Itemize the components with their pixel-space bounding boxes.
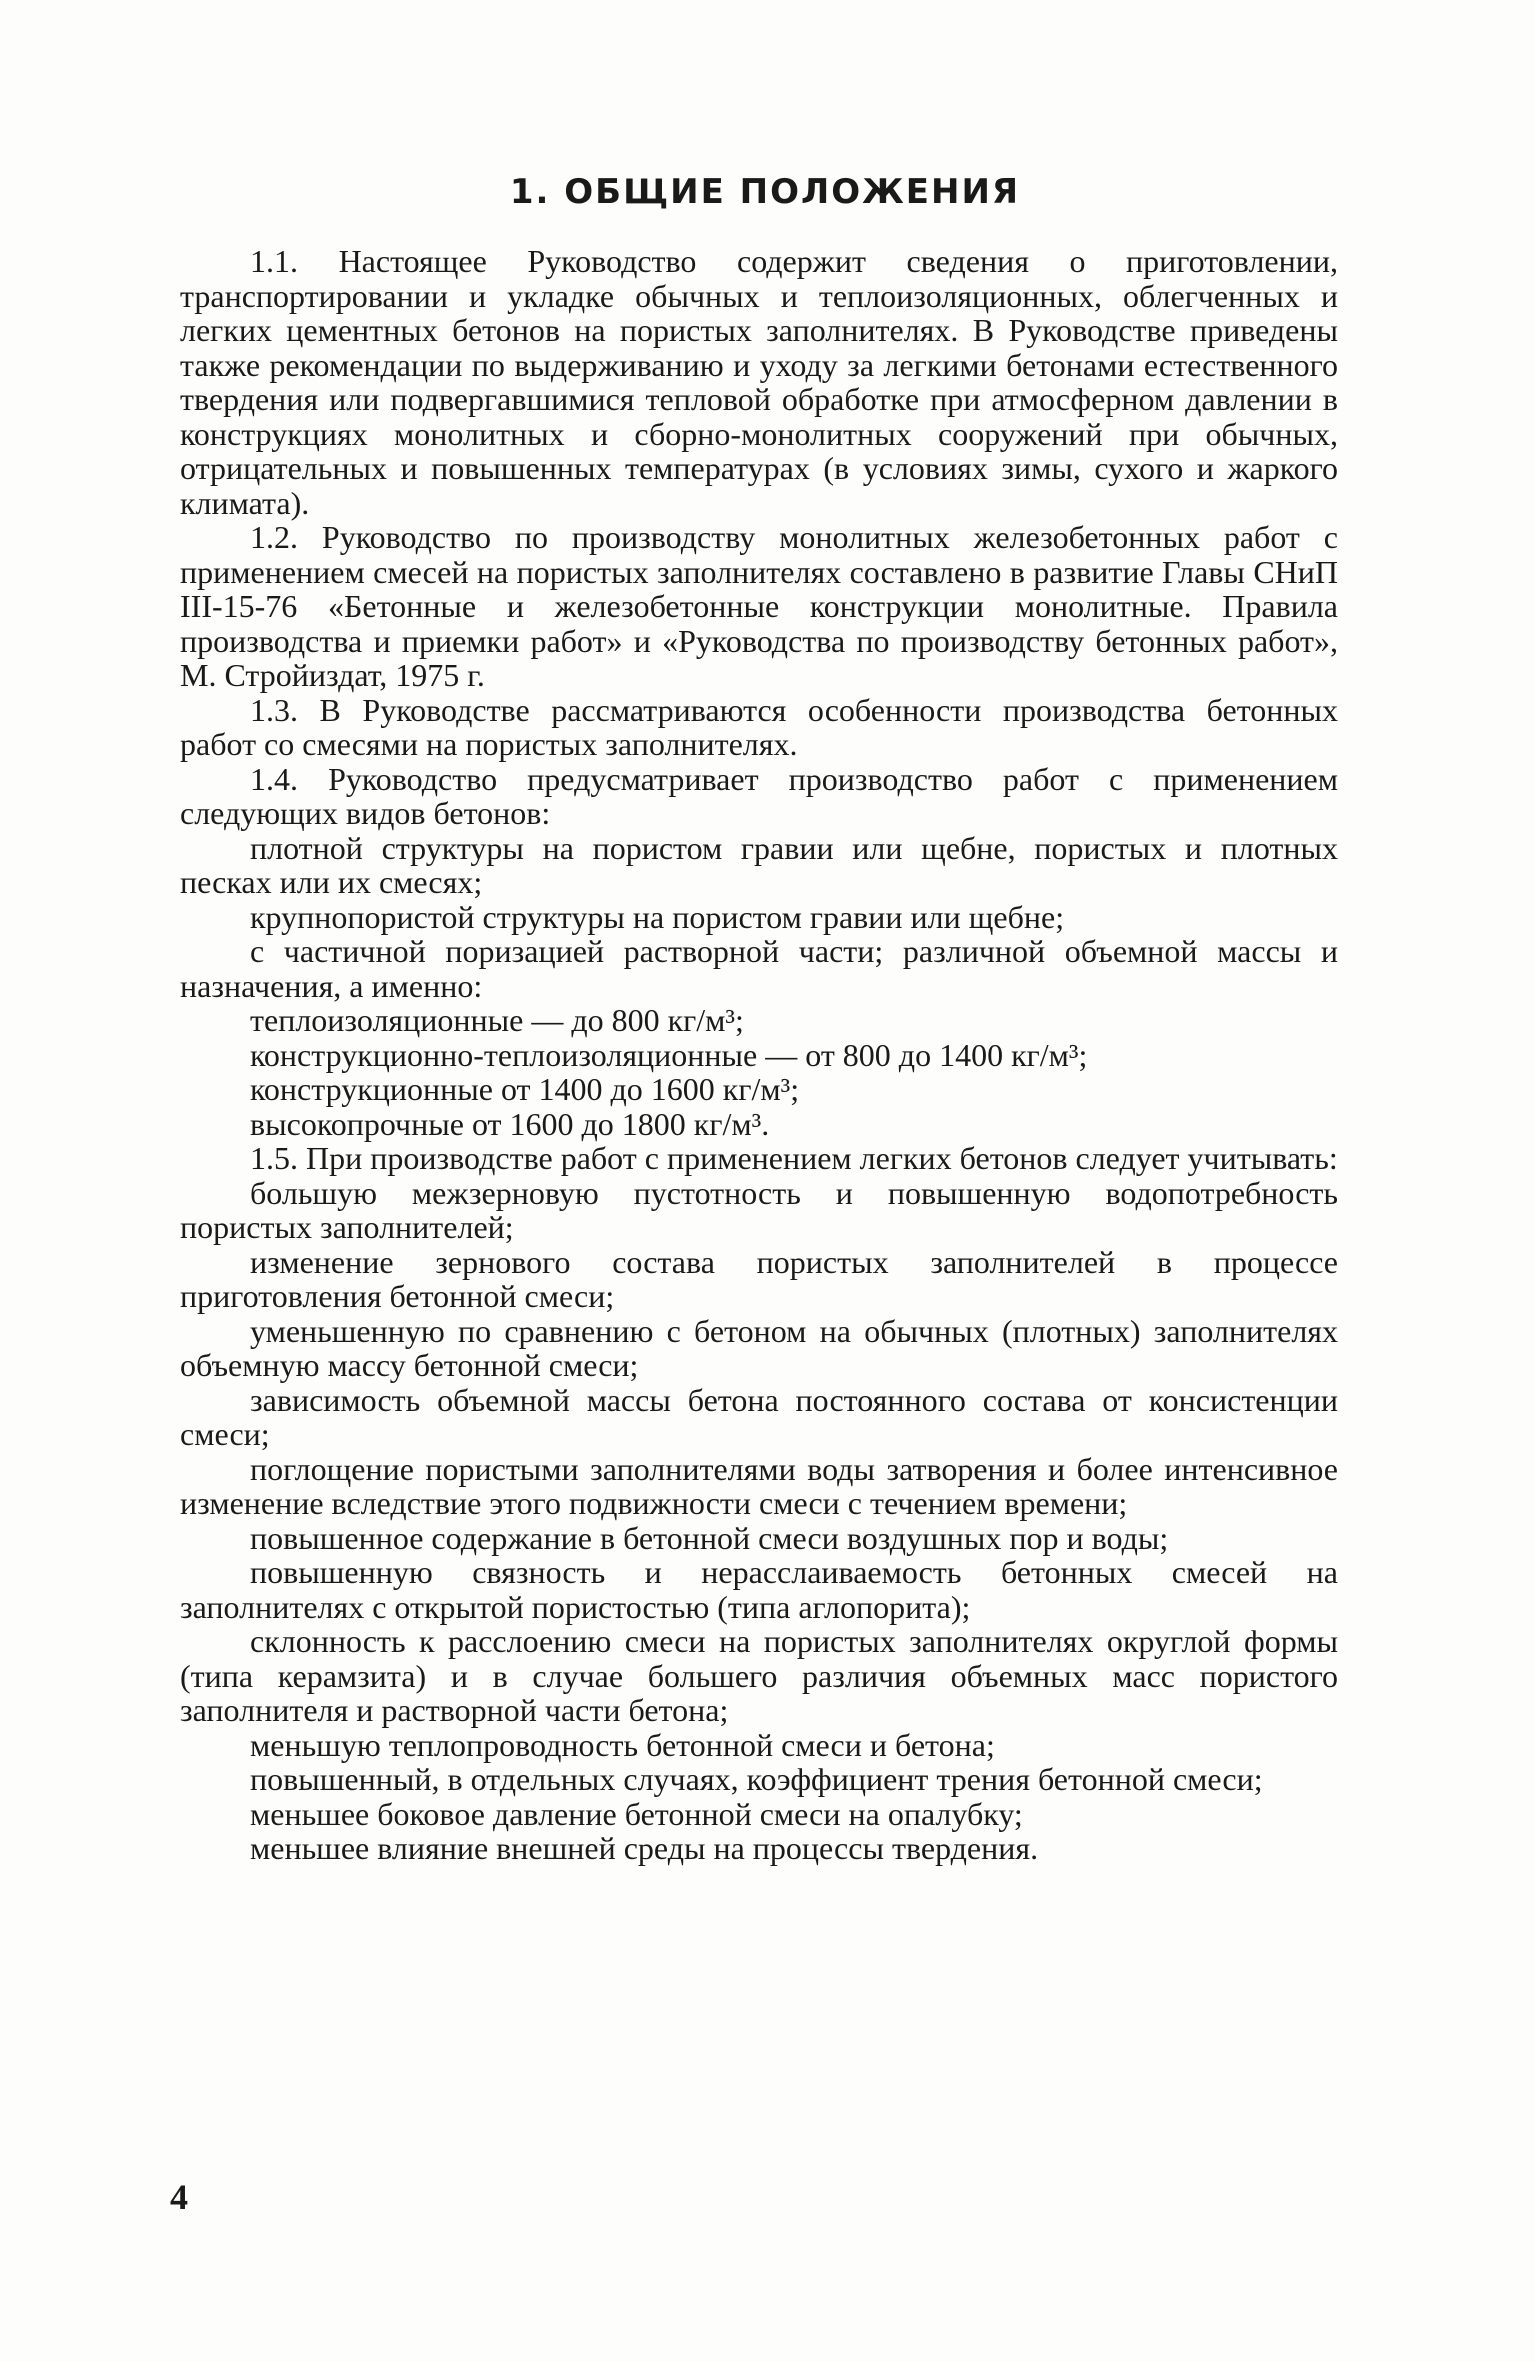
list-item: меньшее боковое давление бетонной смеси на опалубку; <box>250 1795 1023 1832</box>
list-item: конструкционно-теплоизоляционные — от 800 до 1400 кг/м³; <box>250 1036 1088 1073</box>
section-title: 1. ОБЩИЕ ПОЛОЖЕНИЯ <box>509 172 1021 212</box>
list-item: склонность к расслоению смеси на пористых заполнителях округлой формы (типа керамзита) и в случае большего различия объемных масс пористого заполнителя и растворной части бетона; <box>180 1623 1338 1728</box>
paragraph-1-2: 1.2. Руководство по производству монолитных железобетонных работ с применением смесей на пористых заполнителях составлено в развитие Главы СНиП III-15-76 «Бетонные и железобетонные конструкции монолитные. Правила производства и приемки работ» и «Руководства по производству бетонных работ», М. Стройиздат, 1975 г. <box>180 519 1338 693</box>
list-item: поглощение пористыми заполнителями воды затворения и более интенсивное изменение вследствие этого подвижности смеси с течением времени; <box>180 1450 1338 1521</box>
paragraph-1-5: 1.5. При производстве работ с применением легких бетонов следует учитывать: <box>250 1140 1338 1176</box>
list-item: повышенный, в отдельных случаях, коэффициент трения бетонной смеси; <box>250 1761 1263 1797</box>
list-item: изменение зернового состава пористых заполнителей в процессе приготовления бетонной смеси; <box>180 1243 1338 1314</box>
list-item: с частичной поризацией растворной части; различной объемной массы и назначения, а именно: <box>180 933 1338 1004</box>
list-item: меньшее влияние внешней среды на процессы твердения. <box>250 1830 1039 1866</box>
list-item: плотной структуры на пористом гравии или щебне, пористых и плотных песках или их смесях; <box>180 829 1338 900</box>
list-item: повышенное содержание в бетонной смеси воздушных пор и воды; <box>250 1519 1169 1556</box>
list-item: теплоизоляционные — до 800 кг/м³; <box>250 1002 744 1038</box>
list-item: большую межзерновую пустотность и повышенную водопотребность пористых заполнителей; <box>180 1174 1338 1245</box>
page-number: 4 <box>170 2177 188 2217</box>
list-item: крупнопористой структуры на пористом гравии или щебне; <box>250 898 1065 935</box>
paragraph-1-1: 1.1. Настоящее Руководство содержит сведения о приготовлении, транспортировании и укладке обычных и теплоизоляционных, облегченных и легких цементных бетонов на пористых заполнителях. В Руководстве приведены также рекомендации по выдерживанию и уходу за легкими бетонами естественного твердения или подвергавшимися тепловой обработке при атмосферном давлении в конструкциях монолитных и сборно-монолитных сооружений при обычных, отрицательных и повышенных температурах (в условиях зимы, сухого и жаркого климата). <box>180 243 1338 521</box>
list-item: зависимость объемной массы бетона постоянного состава от консистенции смеси; <box>180 1381 1338 1452</box>
list-item: высокопрочные от 1600 до 1800 кг/м³. <box>250 1105 770 1142</box>
list-item: повышенную связность и нерасслаиваемость бетонных смесей на заполнителях с открытой пористостью (типа аглопорита); <box>180 1554 1338 1625</box>
list-item: уменьшенную по сравнению с бетоном на обычных (плотных) заполнителях объемную массу бетонной смеси; <box>180 1312 1338 1383</box>
list-item: конструкционные от 1400 до 1600 кг/м³; <box>250 1071 800 1107</box>
paragraph-1-4: 1.4. Руководство предусматривает производство работ с применением следующих видов бетонов: <box>180 760 1338 831</box>
list-item: меньшую теплопроводность бетонной смеси и бетона; <box>250 1726 995 1763</box>
body-text <box>180 244 1338 1866</box>
paragraph-1-3: 1.3. В Руководстве рассматриваются особенности производства бетонных работ со смесями на пористых заполнителях. <box>180 691 1338 762</box>
